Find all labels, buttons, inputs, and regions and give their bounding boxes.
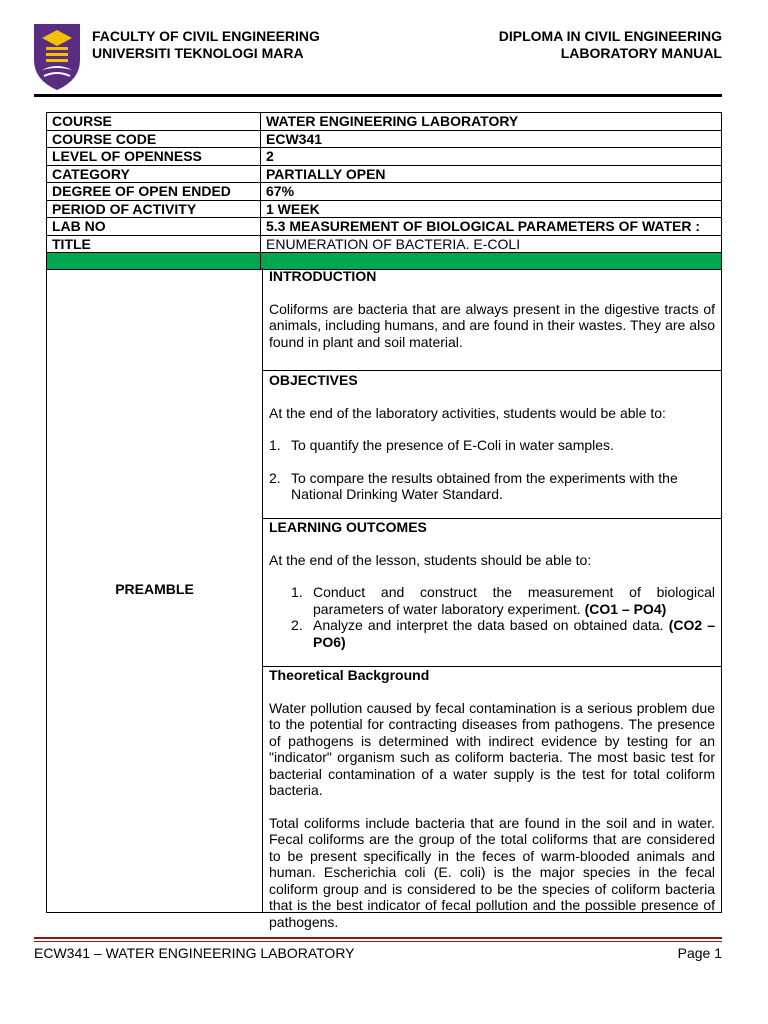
manual-name: LABORATORY MANUAL bbox=[560, 45, 722, 61]
learning-outcomes-lead: At the end of the lesson, students should be able to: bbox=[269, 551, 592, 568]
info-value: 1 WEEK bbox=[261, 200, 722, 218]
faculty-name: FACULTY OF CIVIL ENGINEERING bbox=[92, 28, 320, 44]
info-key: TITLE bbox=[47, 235, 261, 253]
learning-outcomes-list bbox=[269, 584, 715, 650]
info-value: PARTIALLY OPEN bbox=[261, 165, 722, 183]
info-key: COURSE CODE bbox=[47, 130, 261, 148]
introduction-text: Coliforms are bacteria that are always present in the digestive tracts of animals, including humans, and are found in their wastes. They are also found in plant and soil material. bbox=[269, 300, 715, 350]
info-value: WATER ENGINEERING LABORATORY bbox=[261, 113, 722, 131]
objectives-list bbox=[269, 437, 715, 503]
info-row bbox=[47, 148, 722, 166]
header-right bbox=[499, 28, 722, 62]
preamble-section bbox=[46, 268, 722, 930]
info-row bbox=[47, 113, 722, 131]
learning-outcomes-section bbox=[263, 519, 721, 667]
theory-paragraph-2: Total coliforms include bacteria that are found in the soil and in water. Fecal coliforms are the group of the total coliforms that are considered to be present specifically in the feces of warm-blooded animals and human. Escherichia coli (E. coli) is the major species in the fecal coliform group and is considered to be the species of coliform bacteria that is the best indicator of fecal pollution and the possible presence of pathogens. bbox=[269, 814, 715, 930]
learning-outcomes-heading: LEARNING OUTCOMES bbox=[269, 519, 427, 535]
university-name: UNIVERSITI TEKNOLOGI MARA bbox=[92, 45, 304, 61]
objectives-section bbox=[263, 371, 721, 519]
info-value: 5.3 MEASUREMENT OF BIOLOGICAL PARAMETERS OF WATER : bbox=[261, 218, 722, 236]
diploma-name: DIPLOMA IN CIVIL ENGINEERING bbox=[498, 28, 722, 44]
page-number: Page 1 bbox=[677, 945, 722, 961]
list-item: 2. To compare the results obtained from the experiments with the National Drinking Water Standard. bbox=[269, 469, 678, 502]
theory-paragraph-1: Water pollution caused by fecal contamination is a serious problem due to the potential for contracting diseases from pathogens. The presence of pathogens is determined with indirect evidence by testing for an "indicator" organism such as coliform bacteria. The most basic test for bacterial contamination of a water supply is the test for total coliform bacteria. bbox=[269, 699, 715, 798]
info-key: CATEGORY bbox=[47, 165, 261, 183]
list-item: 1. Conduct and construct the measurement of biological parameters of water laboratory experiment. (CO1 – PO4) bbox=[291, 584, 715, 617]
list-item: 1. To quantify the presence of E-Coli in water samples. bbox=[269, 437, 614, 453]
info-key: LEVEL OF OPENNESS bbox=[47, 148, 261, 166]
theory-section bbox=[263, 667, 721, 930]
info-value: 67% bbox=[261, 183, 722, 201]
info-value: 2 bbox=[261, 148, 722, 166]
objectives-lead: At the end of the laboratory activities, students would be able to: bbox=[269, 404, 666, 421]
info-row bbox=[47, 235, 722, 253]
info-row bbox=[47, 183, 722, 201]
footer-divider bbox=[34, 937, 722, 939]
uitm-logo bbox=[28, 20, 86, 92]
header-divider bbox=[34, 94, 722, 97]
info-key: LAB NO bbox=[47, 218, 261, 236]
info-key: DEGREE OF OPEN ENDED bbox=[47, 183, 261, 201]
green-divider-row bbox=[47, 253, 722, 270]
course-info-table bbox=[46, 112, 722, 270]
header-left bbox=[92, 28, 320, 62]
info-row bbox=[47, 218, 722, 236]
info-key: COURSE bbox=[47, 113, 261, 131]
info-row bbox=[47, 130, 722, 148]
introduction-section bbox=[263, 268, 721, 371]
objectives-heading: OBJECTIVES bbox=[269, 372, 358, 388]
preamble-label: PREAMBLE bbox=[115, 581, 194, 597]
footer-divider-thin bbox=[34, 941, 722, 942]
introduction-heading: INTRODUCTION bbox=[269, 268, 377, 284]
info-key: PERIOD OF ACTIVITY bbox=[47, 200, 261, 218]
info-row bbox=[47, 165, 722, 183]
footer-course: ECW341 – WATER ENGINEERING LABORATORY bbox=[34, 945, 355, 961]
info-row bbox=[47, 200, 722, 218]
list-item: 2. Analyze and interpret the data based on obtained data. (CO2 – PO6) bbox=[291, 617, 716, 650]
info-value: ECW341 bbox=[261, 130, 722, 148]
info-value: ENUMERATION OF BACTERIA. E-COLI bbox=[261, 235, 722, 253]
theory-heading: Theoretical Background bbox=[269, 667, 430, 683]
